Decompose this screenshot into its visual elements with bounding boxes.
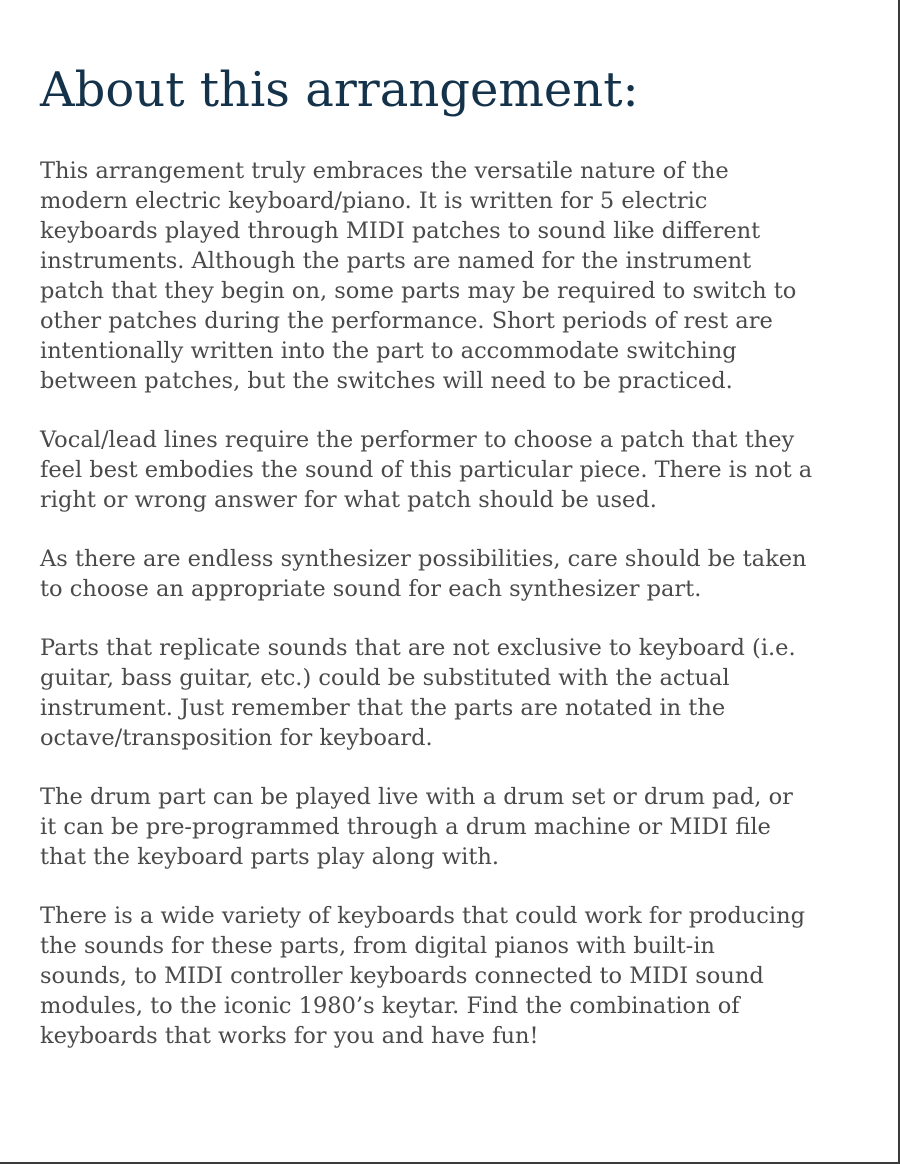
text-line: right or wrong answer for what patch should be used. [40,487,657,513]
text-line: modern electric keyboard/piano. It is written for 5 electric [40,188,708,214]
paragraph-synthesizer [40,544,860,604]
text-line: This arrangement truly embraces the versatile nature of the [40,158,729,184]
text-line: it can be pre-programmed through a drum machine or MIDI file [40,814,771,840]
text-line: instrument. Just remember that the parts are notated in the [40,695,726,721]
text-line: to choose an appropriate sound for each synthesizer part. [40,576,702,602]
paragraph-keyboards [40,901,860,1051]
text-line: keyboards played through MIDI patches to sound like different [40,218,761,244]
text-line: guitar, bass guitar, etc.) could be substituted with the actual [40,665,730,691]
text-line: instruments. Although the parts are named for the instrument [40,248,752,274]
text-line: octave/transposition for keyboard. [40,725,433,751]
text-line: Vocal/lead lines require the performer to choose a patch that they [40,427,795,453]
text-line: sounds, to MIDI controller keyboards connected to MIDI sound [40,963,764,989]
text-line: Parts that replicate sounds that are not exclusive to keyboard (i.e. [40,635,796,661]
text-line: feel best embodies the sound of this particular piece. There is not a [40,457,813,483]
text-line: other patches during the performance. Short periods of rest are [40,308,773,334]
text-line: that the keyboard parts play along with. [40,844,500,870]
text-line: keyboards that works for you and have fun! [40,1023,539,1049]
body-text [40,156,860,1080]
text-line: As there are endless synthesizer possibilities, care should be taken [40,546,807,572]
page-title: About this arrangement: [40,62,639,118]
paragraph-patches [40,156,860,396]
text-line: modules, to the iconic 1980’s keytar. Find the combination of [40,993,740,1019]
paragraph-substitution [40,633,860,753]
text-line: the sounds for these parts, from digital pianos with built-in [40,933,715,959]
paragraph-vocal-lead [40,425,860,515]
paragraph-drums [40,782,860,872]
text-line: intentionally written into the part to accommodate switching [40,338,737,364]
text-line: There is a wide variety of keyboards that could work for producing [40,903,805,929]
text-line: between patches, but the switches will need to be practiced. [40,368,733,394]
text-line: patch that they begin on, some parts may be required to switch to [40,278,797,304]
text-line: The drum part can be played live with a drum set or drum pad, or [40,784,793,810]
